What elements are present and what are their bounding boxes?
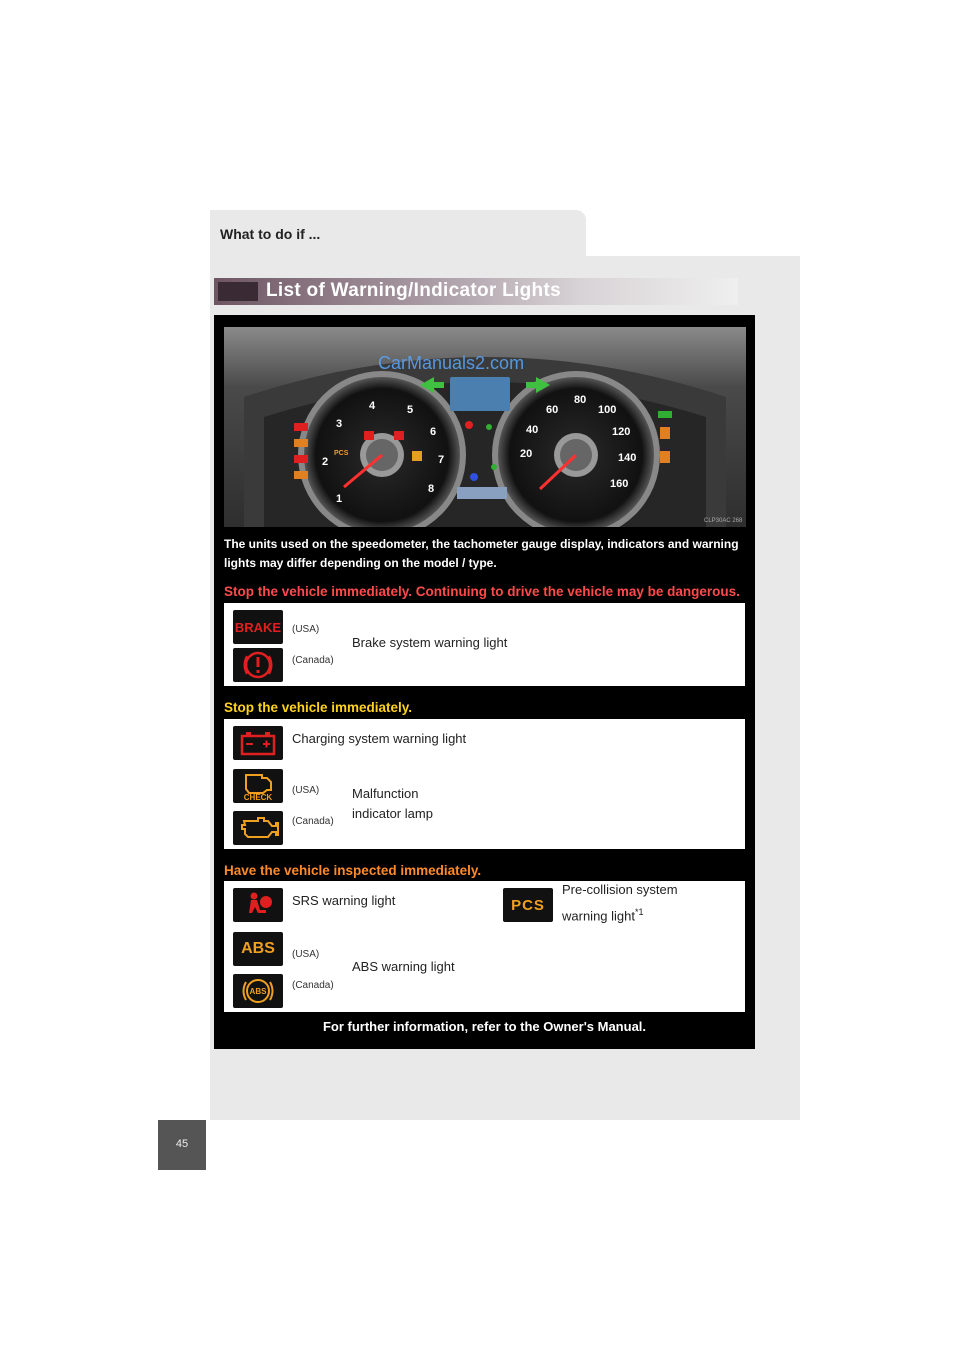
tach-number: 2 [322, 456, 329, 468]
pcs-label-text: warning light [562, 908, 635, 924]
speed-number: 100 [598, 404, 617, 416]
battery-icon [233, 726, 283, 760]
abs-circle-text: ABS [249, 987, 267, 996]
section-heading-inspect: Have the vehicle inspected immediately. [224, 863, 482, 878]
tach-number: 5 [407, 404, 414, 416]
tach-number: 8 [428, 483, 435, 495]
speed-number: 80 [574, 394, 587, 406]
owners-manual-note: For further information, refer to the Owner's Manual. [322, 1019, 647, 1034]
brake-text-icon [233, 610, 283, 644]
region-canada: (Canada) [292, 816, 334, 827]
section-tab-label: What to do if ... [220, 226, 321, 242]
charging-label: Charging system warning light [292, 731, 467, 746]
tach-number: 3 [336, 418, 343, 430]
speed-number: 120 [612, 426, 631, 438]
abs-circle-icon [233, 974, 283, 1008]
pcs-label-line2 [562, 902, 644, 926]
srs-airbag-icon [233, 888, 283, 922]
tach-number: 4 [369, 400, 376, 412]
speed-number: 160 [610, 478, 629, 490]
srs-label: SRS warning light [292, 893, 396, 908]
pcs-label-line1: Pre-collision system [562, 882, 678, 897]
pcs-icon-text: PCS [511, 896, 545, 914]
section-heading-danger: Stop the vehicle immediately. Continuing to drive the vehicle may be dangerous. [224, 584, 740, 599]
region-usa: (USA) [292, 785, 320, 796]
page-title: List of Warning/Indicator Lights [266, 280, 561, 301]
check-icon-text: CHECK [243, 793, 273, 802]
tach-number: 7 [438, 454, 445, 466]
speed-number: 60 [546, 404, 559, 416]
section-heading-stop: Stop the vehicle immediately. [224, 700, 413, 715]
brake-label: Brake system warning light [352, 635, 508, 650]
pcs-icon [503, 888, 553, 922]
tach-number: 1 [336, 493, 343, 505]
malfunction-label-line1: Malfunction [352, 786, 419, 801]
page-number: 45 [175, 1138, 189, 1150]
brake-icon-text: BRAKE [234, 619, 282, 635]
abs-text-icon [233, 932, 283, 966]
watermark: CarManuals2.com [378, 353, 525, 373]
title-chip [218, 282, 258, 301]
speed-number: 140 [618, 452, 637, 464]
abs-icon-text: ABS [241, 940, 275, 957]
footnote-marker: *1 [635, 907, 644, 917]
region-usa: (USA) [292, 624, 320, 635]
instrument-cluster-image [224, 327, 746, 527]
image-code: CLP30AC 268 [704, 518, 743, 524]
cluster-pcs-badge: PCS [334, 450, 349, 457]
units-note: The units used on the speedometer, the tachometer gauge display, indicators and warning lights may differ depending on the model / type. [224, 537, 739, 570]
tach-number: 6 [430, 426, 437, 438]
brake-circle-icon [233, 648, 283, 682]
speed-number: 20 [520, 448, 533, 460]
malfunction-label-line2: indicator lamp [352, 806, 433, 821]
abs-label: ABS warning light [352, 959, 455, 974]
region-canada: (Canada) [292, 655, 334, 666]
speed-number: 40 [526, 424, 539, 436]
engine-icon [233, 811, 283, 845]
check-engine-icon [233, 769, 283, 803]
region-usa: (USA) [292, 949, 320, 960]
region-canada: (Canada) [292, 980, 334, 991]
